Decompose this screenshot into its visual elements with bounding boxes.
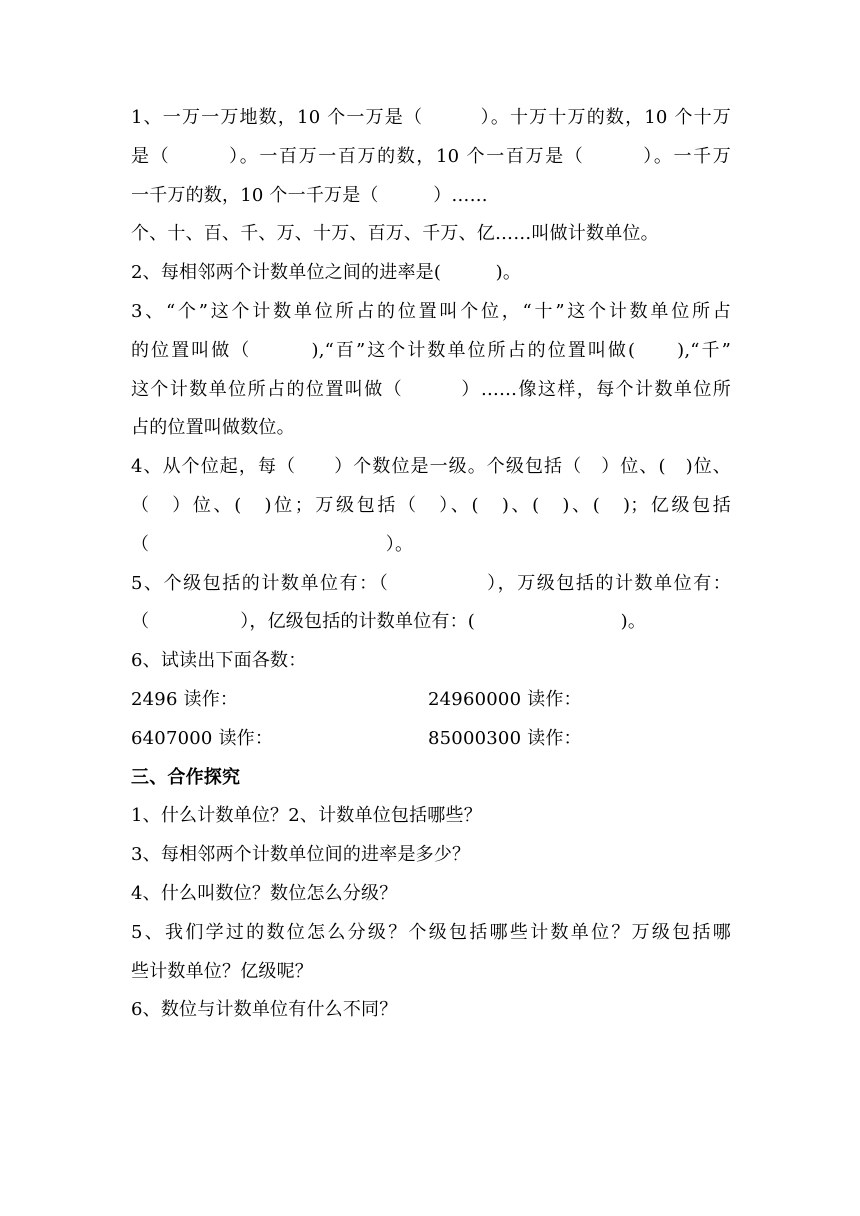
reading-item-85000300: 85000300 读作： [428, 727, 582, 749]
reading-item-2496: 2496 读作： [131, 688, 239, 710]
question-5-line-2: （ ），亿级包括的计数单位有：( )。 [131, 611, 647, 633]
counting-units-statement: 个、十、百、千、万、十万、百万、千万、亿……叫做计数单位。 [131, 223, 659, 245]
reading-row-1 [131, 681, 731, 720]
discussion-question: 1、什么计数单位？2、计数单位包括哪些？ [131, 805, 482, 827]
question-4-line-2: （ ）位、( )位；万级包括（ ）、( )、( )、( )；亿级包括 [131, 494, 731, 516]
discussion-question: 4、什么叫数位？数位怎么分级？ [131, 882, 398, 904]
discussion-question-continued: 些计数单位？亿级呢？ [131, 960, 313, 982]
question-6: 6、试读出下面各数： [131, 650, 307, 672]
discussion-question: 3、每相邻两个计数单位间的进率是多少？ [131, 844, 471, 866]
document-page [131, 99, 731, 1030]
question-5-line-1: 5、个级包括的计数单位有：（ ），万级包括的计数单位有： [131, 572, 731, 594]
question-3-line-1: 3、“个”这个计数单位所占的位置叫个位，“十”这个计数单位所占 [131, 300, 731, 322]
section-3-heading: 三、合作探究 [131, 766, 241, 788]
question-3-line-3: 这个计数单位所占的位置叫做（ ）……像这样，每个计数单位所 [131, 378, 731, 400]
question-1-line-2: 是（ ）。一百万一百万的数，10 个一百万是（ ）。一千万 [131, 145, 731, 167]
reading-item-24960000: 24960000 读作： [428, 688, 582, 710]
question-4-line-3: （ ）。 [131, 533, 414, 555]
question-3-line-4: 占的位置叫做数位。 [131, 417, 295, 439]
discussion-question: 6、数位与计数单位有什么不同？ [131, 999, 398, 1021]
reading-row-2 [131, 720, 731, 759]
question-2: 2、每相邻两个计数单位之间的进率是( )。 [131, 262, 522, 284]
question-3-line-2: 的位置叫做（ ),“百”这个计数单位所占的位置叫做( ),“千” [131, 339, 731, 361]
question-1-line-1: 1、一万一万地数，10 个一万是（ ）。十万十万的数，10 个十万 [131, 107, 731, 128]
reading-item-6407000: 6407000 读作： [131, 727, 274, 749]
discussion-question: 5、我们学过的数位怎么分级？个级包括哪些计数单位？万级包括哪 [131, 921, 731, 943]
question-1-line-3: 一千万的数，10 个一千万是（ ）…… [131, 184, 488, 206]
question-4-line-1: 4、从个位起，每（ ）个数位是一级。个级包括（ ）位、( )位、 [131, 456, 731, 478]
